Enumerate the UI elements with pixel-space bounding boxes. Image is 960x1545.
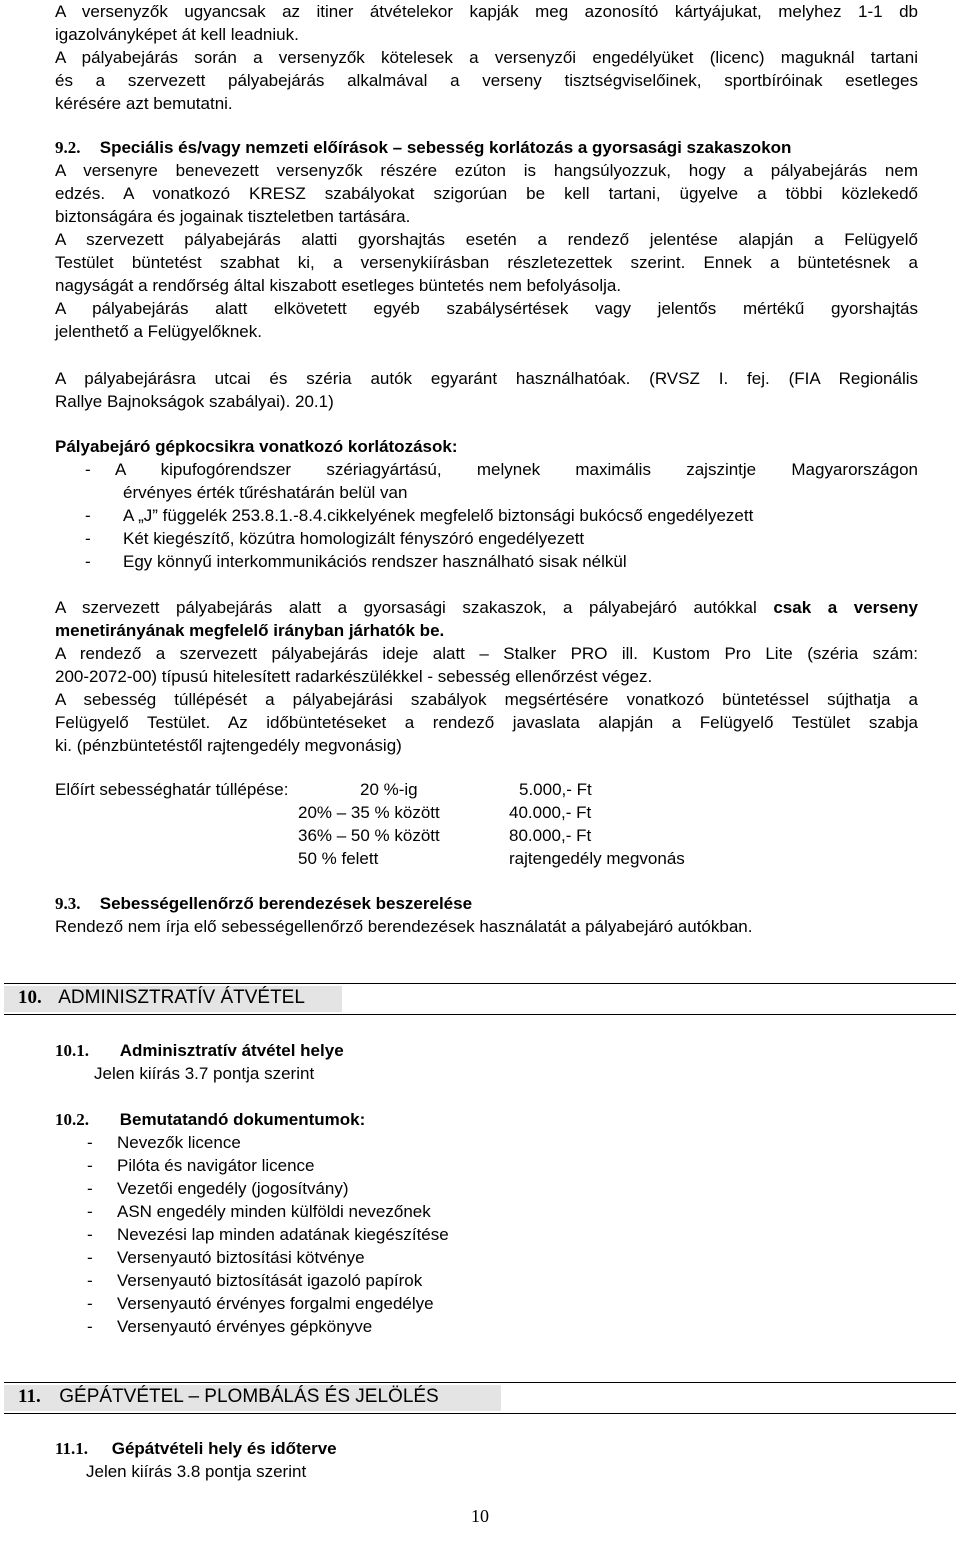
list-item-text: Versenyautó érvényes forgalmi engedélye: [117, 1294, 434, 1313]
list-dash: -: [87, 1133, 93, 1152]
list-dash: -: [87, 1156, 93, 1175]
section-bar-11: [4, 1382, 956, 1414]
restrictions-title: Pályabejáró gépkocsikra vonatkozó korlátozások:: [55, 437, 458, 456]
list-item: [55, 1292, 434, 1315]
section-number: 9.3.: [55, 894, 81, 913]
subsection-heading-10-2: [55, 1108, 365, 1131]
paragraph-line: ki. (pénzbüntetéstől rajtengedély megvonásig): [55, 736, 402, 755]
text-run-bold: csak a verseny: [773, 598, 918, 617]
section-bar-10: [4, 983, 956, 1015]
section-number: 9.2.: [55, 138, 81, 157]
list-item-text: Két kiegészítő, közútra homologizált fényszóró engedélyezett: [123, 529, 585, 548]
paragraph-line: [55, 596, 918, 619]
penalty-fine: 40.000,- Ft: [509, 803, 592, 822]
paragraph-line: A rendező a szervezett pályabejárás ideje alatt – Stalker PRO ill. Kustom Pro Lite (széria szám:: [55, 644, 918, 663]
text-run: A szervezett pályabejárás alatt a gyorsasági szakaszok, a pályabejáró autókkal: [55, 598, 774, 617]
paragraph-line: 200-2072-00) típusú hitelesített radarkészülékkel - sebesség ellenőrzést végez.: [55, 667, 653, 686]
list-item-text: Versenyautó érvényes gépkönyve: [117, 1317, 373, 1336]
paragraph-line: kérésére azt bemutatni.: [55, 94, 233, 113]
list-dash: -: [85, 506, 91, 525]
penalty-fine: rajtengedély megvonás: [509, 849, 685, 868]
list-dash: -: [85, 529, 91, 548]
penalty-heading: Előírt sebességhatár túllépése:: [55, 780, 289, 799]
list-dash: -: [87, 1271, 93, 1290]
list-dash: -: [87, 1225, 93, 1244]
list-item: [55, 1154, 315, 1177]
list-item-continuation: érvényes érték tűréshatárán belül van: [123, 483, 408, 502]
section-title: Sebességellenőrző berendezések beszerelése: [99, 894, 473, 913]
list-dash: -: [87, 1202, 93, 1221]
subsection-heading-10-1: [55, 1039, 344, 1062]
section-heading-11: [18, 1386, 439, 1408]
list-item-text: A „J” függelék 253.8.1.-8.4.cikkelyének megfelelő biztonsági bukócső engedélyezett: [123, 506, 754, 525]
list-item: [55, 1177, 349, 1200]
list-item-text: A kipufogórendszer szériagyártású, melynek maximális zajszintje Magyarországon: [115, 460, 918, 479]
section-number: 10.: [18, 987, 42, 1008]
paragraph-line: és a szervezett pályabejárás alkalmával a verseny tisztségviselőinek, sportbíróinak esetleges: [55, 71, 918, 90]
section-heading-9-3: [55, 892, 472, 915]
paragraph-line: Rendező nem írja elő sebességellenőrző berendezések használatát a pályabejáró autókban.: [55, 917, 753, 936]
paragraph-line: jelenthető a Felügyelőknek.: [55, 322, 262, 341]
section-title: Speciális és/vagy nemzeti előírások – sebesség korlátozás a gyorsasági szakaszokon: [99, 138, 792, 157]
list-dash: -: [87, 1179, 93, 1198]
penalty-range: 20% – 35 % között: [298, 803, 440, 822]
list-item-text: Versenyautó biztosítási kötvénye: [117, 1248, 365, 1267]
penalty-range: 50 % felett: [298, 849, 379, 868]
penalty-range: 20 %-ig: [360, 780, 418, 799]
paragraph-line: Testület büntetést szabhat ki, a versenykiírásban részletezettek szerint. Ennek a büntetésnek a: [55, 253, 918, 272]
paragraph-line: nagyságát a rendőrség által kiszabott esetleges büntetés nem befolyásolja.: [55, 276, 622, 295]
list-dash: -: [87, 1294, 93, 1313]
subsection-title: Bemutatandó dokumentumok:: [119, 1110, 366, 1129]
list-item: [55, 1200, 431, 1223]
list-item: [55, 1246, 365, 1269]
section-title: ADMINISZTRATÍV ÁTVÉTEL: [58, 987, 305, 1008]
subsection-number: 10.1.: [55, 1041, 89, 1060]
subsection-number: 10.2.: [55, 1110, 89, 1129]
subsection-title: Gépátvételi hely és időterve: [111, 1439, 337, 1458]
list-item-text: Egy könnyű interkommunikációs rendszer használható sisak nélkül: [123, 552, 627, 571]
subsection-heading-11-1: [55, 1437, 337, 1460]
paragraph-line: A sebesség túllépését a pályabejárási szabályok megsértésére vonatkozó büntetéssel sújthatja a: [55, 690, 918, 709]
section-title: GÉPÁTVÉTEL – PLOMBÁLÁS ÉS JELÖLÉS: [59, 1386, 439, 1407]
paragraph-line: A versenyzők ugyancsak az itiner átvételekor kapják meg azonosító kártyájukat, melyhez 1-1 db: [55, 2, 918, 21]
paragraph-line: Jelen kiírás 3.8 pontja szerint: [86, 1462, 307, 1481]
list-item: [55, 527, 584, 550]
paragraph-line: Felügyelő Testület. Az időbüntetéseket a rendező javaslata alapján a Felügyelő Testület szabja: [55, 713, 918, 732]
list-item: [55, 1315, 372, 1338]
paragraph-line: A pályabejárásra utcai és széria autók egyaránt használhatóak. (RVSZ I. fej. (FIA Regionális: [55, 369, 918, 388]
list-item: [55, 1131, 241, 1154]
list-item: [55, 550, 627, 573]
paragraph-line: Rallye Bajnokságok szabályai). 20.1): [55, 392, 334, 411]
list-item-text: Versenyautó biztosítását igazoló papírok: [117, 1271, 423, 1290]
list-dash: -: [85, 552, 91, 571]
paragraph-line: igazolványképet át kell leadniuk.: [55, 25, 299, 44]
subsection-title: Adminisztratív átvétel helye: [119, 1041, 344, 1060]
paragraph-line: A pályabejárás során a versenyzők kötelesek a versenyzői engedélyüket (licenc) maguknál tartani: [55, 48, 918, 67]
list-item-text: Nevezők licence: [117, 1133, 241, 1152]
paragraph-line: edzés. A vonatkozó KRESZ szabályokat szigorúan be kell tartani, ügyelve a többi közlekedő: [55, 184, 918, 203]
paragraph-line: A szervezett pályabejárás alatti gyorshajtás esetén a rendező jelentése alapján a Felügyelő: [55, 230, 918, 249]
list-dash: -: [87, 1248, 93, 1267]
list-item: [55, 504, 753, 527]
list-item: [55, 458, 918, 481]
list-dash: -: [85, 460, 91, 479]
paragraph-line: A pályabejárás alatt elkövetett egyéb szabálysértések vagy jelentős mértékű gyorshajtás: [55, 299, 918, 318]
penalty-fine: 80.000,- Ft: [509, 826, 592, 845]
list-dash: -: [87, 1317, 93, 1336]
list-item-text: Pilóta és navigátor licence: [117, 1156, 315, 1175]
subsection-number: 11.1.: [55, 1439, 89, 1458]
page-number: 10: [471, 1506, 489, 1526]
paragraph-line: menetirányának megfelelő irányban járhatók be.: [55, 621, 445, 640]
list-item: [55, 1223, 449, 1246]
list-item: [55, 1269, 422, 1292]
paragraph-line: biztonságára és jogainak tiszteletben tartására.: [55, 207, 411, 226]
section-heading-9-2: [55, 136, 791, 159]
list-item-text: Nevezési lap minden adatának kiegészítése: [117, 1225, 449, 1244]
paragraph-line: A versenyre benevezett versenyzők részére ezúton is hangsúlyozzuk, hogy a pályabejárás nem: [55, 161, 918, 180]
list-item-text: ASN engedély minden külföldi nevezőnek: [117, 1202, 431, 1221]
list-item-text: Vezetői engedély (jogosítvány): [117, 1179, 349, 1198]
section-number: 11.: [18, 1386, 41, 1407]
section-heading-10: [18, 987, 305, 1009]
penalty-fine: 5.000,- Ft: [519, 780, 592, 799]
penalty-range: 36% – 50 % között: [298, 826, 440, 845]
paragraph-line: Jelen kiírás 3.7 pontja szerint: [94, 1064, 315, 1083]
